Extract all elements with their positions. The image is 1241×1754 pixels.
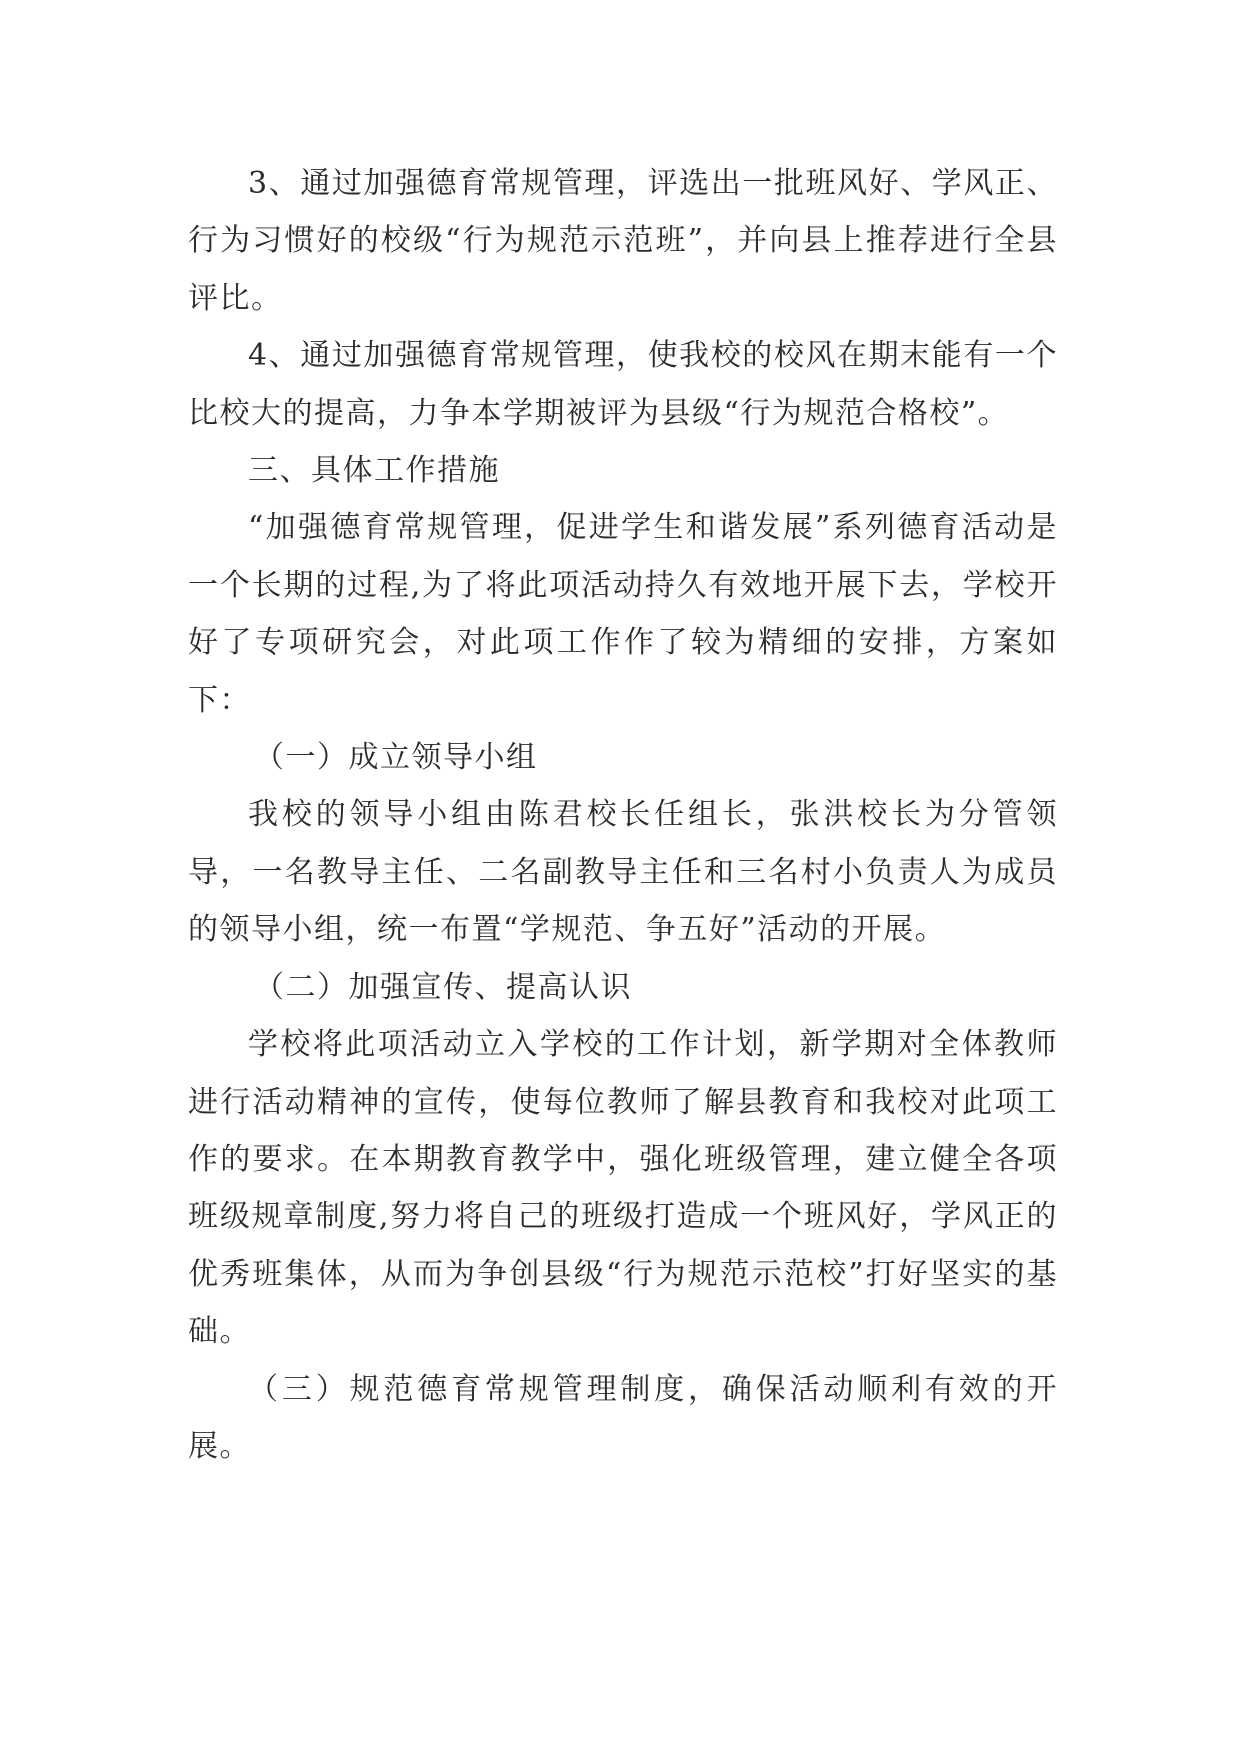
subheading-management-system: （三）规范德育常规管理制度，确保活动顺利有效的开展。 — [188, 1371, 1058, 1464]
subheading-publicity: （二）加强宣传、提高认识 — [254, 969, 632, 1005]
goal-3-paragraph: 3、通过加强德育常规管理，评选出一批班风好、学风正、行为习惯好的校级“行为规范示范班”，并向县上推荐进行全县评比。 — [188, 166, 1058, 316]
publicity-paragraph: 学校将此项活动立入学校的工作计划，新学期对全体教师进行活动精神的宣传，使每位教师了解县教育和我校对此项工作的要求。在本期教育教学中，强化班级管理，建立健全各项班级规章制度,努力将自己的班级打造成一个班风好，学风正的优秀班集体，从而为争创县级“行为规范示范校”打好坚实的基础。 — [188, 1027, 1058, 1350]
subheading-leadership-group: （一）成立领导小组 — [254, 740, 538, 776]
section-heading-measures: 三、具体工作措施 — [248, 453, 500, 489]
leadership-group-paragraph: 我校的领导小组由陈君校长任组长，张洪校长为分管领导，一名教导主任、二名副教导主任和三名村小负责人为成员的领导小组，统一布置“学规范、争五好”活动的开展。 — [188, 797, 1058, 948]
document-body — [188, 155, 1058, 1475]
measures-intro-paragraph: “加强德育常规管理，促进学生和谐发展”系列德育活动是一个长期的过程,为了将此项活动持久有效地开展下去，学校开好了专项研究会，对此项工作作了较为精细的安排，方案如下： — [188, 510, 1058, 718]
goal-4-paragraph: 4、通过加强德育常规管理，使我校的校风在期末能有一个比校大的提高，力争本学期被评为县级“行为规范合格校”。 — [188, 338, 1058, 431]
